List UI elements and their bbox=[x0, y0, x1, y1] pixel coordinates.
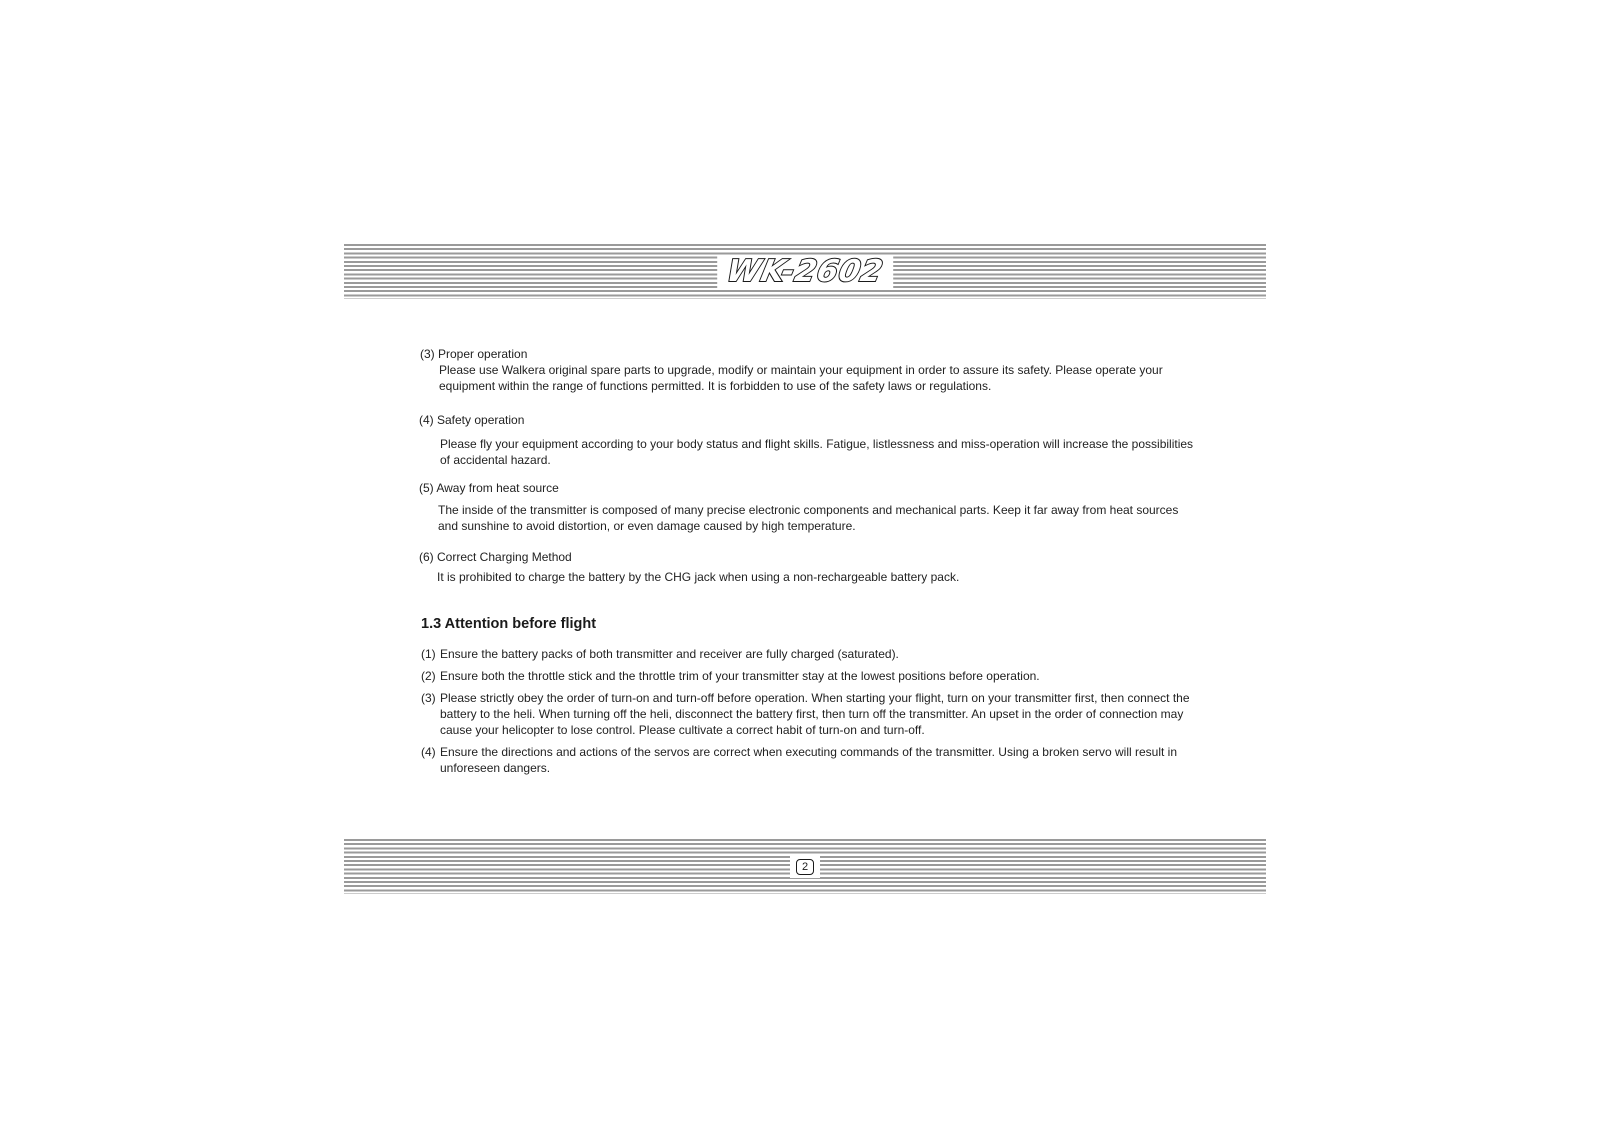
attention-heading: 1.3 Attention before flight bbox=[421, 616, 597, 632]
section-5-body: The inside of the transmitter is composed of many precise electronic components and mechanical parts. Keep it far away from heat sources and sunshine to avoid distortion, or even damage caused by high temperature. bbox=[438, 503, 1179, 533]
section-3-body: Please use Walkera original spare parts to upgrade, modify or maintain your equipment in order to assure its safety. Please operate your equipment within the range of functions permitted. It is forbidden to use of the safety laws or regulations. bbox=[439, 363, 1163, 393]
section-4-body: Please fly your equipment according to your body status and flight skills. Fatigue, listlessness and miss-operation will increase the possibilities of accidental hazard. bbox=[440, 437, 1194, 467]
page-number-plate bbox=[790, 856, 820, 878]
section-6-body: It is prohibited to charge the battery by the CHG jack when using a non-rechargeable battery pack. bbox=[437, 570, 960, 584]
section-4-title: (4) Safety operation bbox=[419, 413, 525, 427]
attention-item-4-text: Ensure the directions and actions of the servos are correct when executing commands of the transmitter. Using a broken servo will result in unforeseen dangers. bbox=[440, 745, 1178, 775]
attention-item-3-text-content: Please strictly obey the order of turn-on and turn-off before operation. When starting your flight, turn on your transmitter first, then connect the battery to the heli. When turning off the heli, disconnect the battery first, then turn off the transmitter. An upset in the order of connection may cause your helicopter to lose control. Please cultivate a correct habit of turn-on and turn-off. bbox=[440, 691, 1190, 737]
section-5-title: (5) Away from heat source bbox=[419, 481, 559, 495]
section-3-title: (3) Proper operation bbox=[420, 347, 528, 361]
logo-text: WK-2602 bbox=[723, 254, 887, 289]
attention-item-1-text: Ensure the battery packs of both transmitter and receiver are fully charged (saturated). bbox=[440, 647, 899, 661]
page-number: 2 bbox=[796, 859, 814, 875]
attention-item-3-text bbox=[440, 690, 1200, 738]
attention-item-1-num: (1) bbox=[421, 647, 436, 661]
attention-item-3-num: (3) bbox=[421, 691, 436, 705]
footer-stripe-band bbox=[344, 839, 1266, 894]
attention-item-2-num: (2) bbox=[421, 669, 436, 683]
attention-item-4-num: (4) bbox=[421, 745, 436, 759]
attention-item-2-text: Ensure both the throttle stick and the throttle trim of your transmitter stay at the lowest positions before operation. bbox=[440, 669, 1040, 683]
section-6-title: (6) Correct Charging Method bbox=[419, 550, 572, 564]
